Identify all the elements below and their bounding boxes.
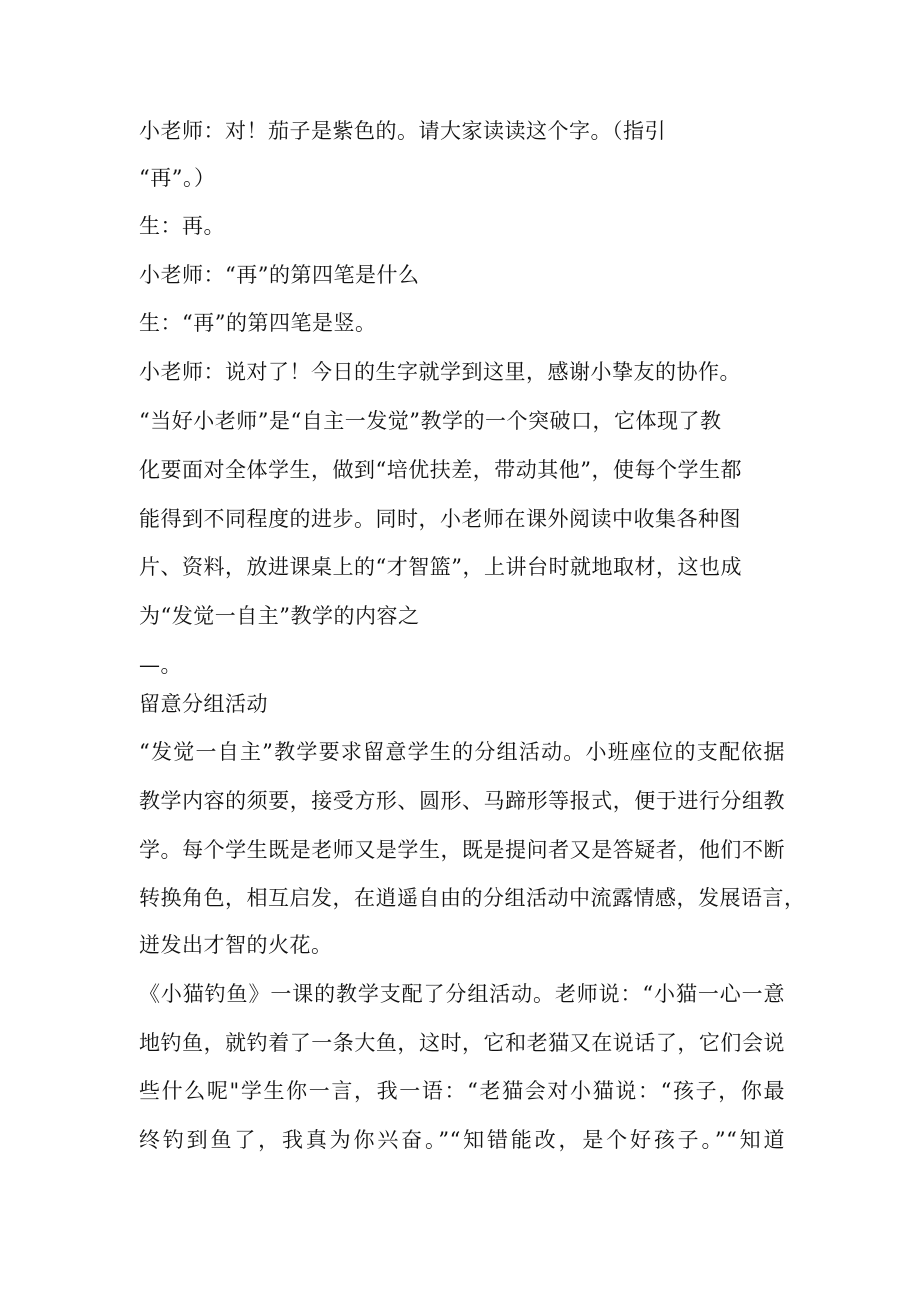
text-line: 生：“再”的第四笔是竖。 [139,311,377,335]
text-line: 小老师：说对了！今日的生字就学到这里，感谢小挚友的协作。 [139,360,741,384]
text-line: “发觉一自主”教学要求留意学生的分组活动。小班座位的支配依据 [139,740,785,764]
text-line: 能得到不同程度的进步。同时，小老师在课外阅读中收集各种图 [139,507,741,531]
text-line: “再”。） [139,166,216,190]
text-line: 终钓到鱼了，我真为你兴奋。”“知错能改，是个好孩子。”“知道 [139,1128,785,1152]
text-line: 迸发出才智的火花。 [139,933,333,957]
text-line: 些什么呢"学生你一言，我一语：“老猫会对小猫说：“孩子，你最 [139,1079,785,1103]
text-line: 教学内容的须要，接受方形、圆形、马蹄形等报式，便于进行分组教 [139,789,785,813]
text-line: “当好小老师”是“自主一发觉”教学的一个突破口，它体现了教 [139,409,722,433]
text-line: 小老师：“再”的第四笔是什么 [139,263,420,287]
section-heading: 留意分组活动 [139,692,268,716]
text-line: 生：再。 [139,214,225,238]
text-line: —。 [139,653,182,677]
text-line: 小老师：对！茄子是紫色的。请大家读读这个字。（指引 [139,119,666,143]
text-line: 为“发觉一自主”教学的内容之 [139,604,420,628]
text-line: 转换角色，相互启发，在逍遥自由的分组活动中流露情感，发展语言， [139,886,806,910]
text-line: 片、资料，放进课桌上的“才智篮”，上讲台时就地取材，这也成 [139,555,742,579]
text-line: 化要面对全体学生，做到“培优扶差，带动其他”，使每个学生都 [139,458,742,482]
text-line: 地钓鱼，就钓着了一条大鱼，这时，它和老猫又在说话了，它们会说 [139,1031,785,1055]
text-line: 《小猫钓鱼》一课的教学支配了分组活动。老师说：“小猫一心一意 [139,982,785,1006]
text-line: 学。每个学生既是老师又是学生，既是提问者又是答疑者，他们不断 [139,838,785,862]
